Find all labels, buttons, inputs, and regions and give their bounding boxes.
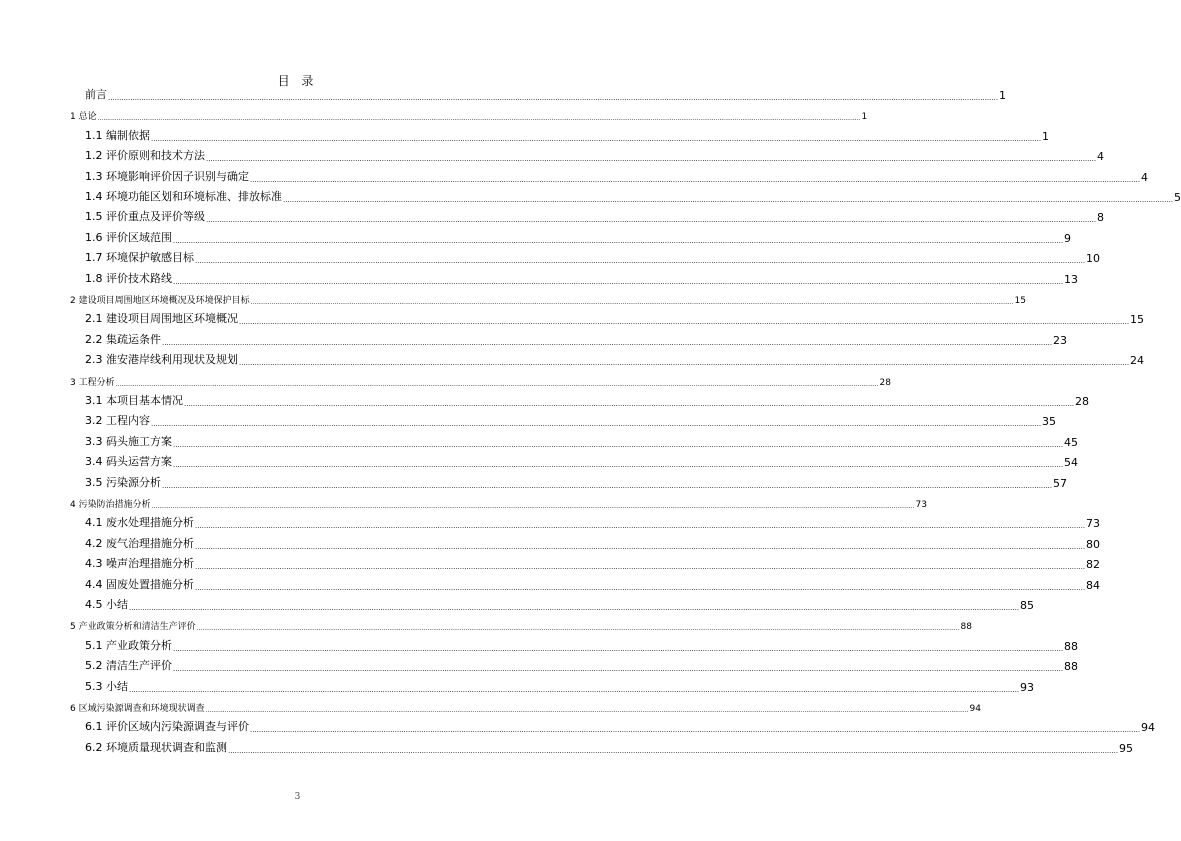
toc-entry[interactable] xyxy=(85,474,1068,490)
toc-leader-dots: ................................................................................................................................................................................................................................................................................................................................................................................................................ xyxy=(151,420,1042,429)
toc-leader-dots: ................................................................................................................................................................................................................................................................................................................................................................................................................ xyxy=(173,665,1064,674)
toc-leader-dots: ................................................................................................................................................................................................................................................................................................................................................................................................................ xyxy=(206,155,1097,164)
toc-entry[interactable] xyxy=(70,106,868,123)
toc-entry-label: 1.8 评价技术路线 xyxy=(85,271,172,285)
toc-entry[interactable] xyxy=(85,249,1101,266)
toc-leader-dots: ................................................................................................................................................................................................................................................................................................................................................................................................................ xyxy=(228,746,1119,755)
toc-entry-page: 93 xyxy=(1020,680,1035,694)
toc-entry-page: 73 xyxy=(1086,517,1101,531)
toc-entry[interactable] xyxy=(85,351,1145,368)
toc-leader-dots: ................................................................................................................................................................................................................................................................................................................................................................................................................ xyxy=(250,175,1141,184)
toc-entry[interactable] xyxy=(85,310,1145,327)
toc-entry-page: 88 xyxy=(960,622,972,633)
toc-entry-label: 2.3 淮安港岸线利用现状及规划 xyxy=(85,353,238,367)
toc-entry-page: 82 xyxy=(1086,558,1101,572)
toc-entry-label: 前言 xyxy=(85,88,107,101)
toc-entry-label: 1.1 编制依据 xyxy=(85,128,150,142)
toc-leader-dots: ................................................................................................................................................................................................................................................................................................................................................................................................................ xyxy=(250,726,1141,735)
toc-entry-page: 80 xyxy=(1086,537,1101,551)
toc-entry[interactable] xyxy=(85,208,1105,225)
toc-entry-label: 3.5 污染源分析 xyxy=(85,475,161,489)
toc-entry-label: 5.2 清洁生产评价 xyxy=(85,659,172,673)
toc-leader-dots: ................................................................................................................................................................................................................................................................................................................................................................................................................ xyxy=(239,318,1130,327)
toc-entry-label: 4.2 废气治理措施分析 xyxy=(85,536,194,550)
toc-leader-dots: ................................................................................................................................................................................................................................................................................................................................................................................................................ xyxy=(173,277,1064,286)
toc-entry[interactable] xyxy=(70,698,981,714)
toc-entry-label: 5.1 产业政策分析 xyxy=(85,638,172,652)
toc-entry-page: 1 xyxy=(1042,129,1050,143)
toc-leader-dots: ................................................................................................................................................................................................................................................................................................................................................................................................................ xyxy=(129,604,1020,612)
toc-entry[interactable] xyxy=(85,168,1149,184)
toc-entry-page: 10 xyxy=(1086,252,1101,266)
toc-entry-page: 35 xyxy=(1042,415,1057,429)
toc-leader-dots: ................................................................................................................................................................................................................................................................................................................................................................................................................ xyxy=(239,359,1130,368)
toc-entry-label: 1.5 评价重点及评价等级 xyxy=(85,210,205,224)
toc-entry[interactable] xyxy=(85,514,1101,531)
toc-title: 目 录 xyxy=(277,74,318,88)
toc-entry[interactable] xyxy=(85,637,1079,653)
toc-entry-page: 24 xyxy=(1130,354,1145,368)
toc-entry-label: 6 区域污染源调查和环境现状调查 xyxy=(70,704,205,714)
toc-entry-page: 1 xyxy=(861,112,868,123)
toc-leader-dots: ................................................................................................................................................................................................................................................................................................................................................................................................................ xyxy=(206,216,1097,225)
toc-entry-page: 5 xyxy=(1174,191,1181,204)
toc-entry-page: 15 xyxy=(1130,313,1145,327)
toc-leader-dots: ................................................................................................................................................................................................................................................................................................................................................................................................................ xyxy=(129,685,1020,694)
toc-leader-dots: ................................................................................................................................................................................................................................................................................................................................................................................................................ xyxy=(250,299,1014,306)
toc-entry-page: 54 xyxy=(1064,456,1079,470)
toc-entry[interactable] xyxy=(70,290,1026,306)
toc-entry[interactable] xyxy=(85,535,1101,551)
toc-leader-dots: ................................................................................................................................................................................................................................................................................................................................................................................................................ xyxy=(173,461,1064,470)
toc-entry-label: 1.3 环境影响评价因子识别与确定 xyxy=(85,169,249,183)
toc-entry-page: 95 xyxy=(1119,741,1134,755)
page-number: 3 xyxy=(294,792,301,802)
toc-entry[interactable] xyxy=(85,270,1079,286)
toc-entry-page: 28 xyxy=(1075,395,1090,408)
toc-leader-dots: ................................................................................................................................................................................................................................................................................................................................................................................................................ xyxy=(97,115,861,123)
toc-entry[interactable] xyxy=(85,412,1057,429)
toc-entry-label: 3.4 码头运营方案 xyxy=(85,455,172,469)
toc-entry-label: 3.3 码头施工方案 xyxy=(85,434,172,448)
toc-entry[interactable] xyxy=(85,392,1090,408)
toc-entry-label: 2.2 集疏运条件 xyxy=(85,332,161,346)
toc-entry[interactable] xyxy=(85,678,1035,694)
toc-entry-page: 9 xyxy=(1064,231,1072,245)
toc-entry-label: 1.6 评价区域范围 xyxy=(85,230,172,244)
toc-entry-label: 1.4 环境功能区划和环境标准、排放标准 xyxy=(85,190,282,203)
toc-entry[interactable] xyxy=(85,555,1101,572)
toc-leader-dots: ................................................................................................................................................................................................................................................................................................................................................................................................................ xyxy=(195,583,1086,592)
toc-entry[interactable] xyxy=(85,433,1079,449)
toc-leader-dots: ................................................................................................................................................................................................................................................................................................................................................................................................................ xyxy=(162,481,1053,490)
toc-entry-page: 94 xyxy=(1141,721,1156,735)
toc-entry-page: 4 xyxy=(1141,170,1149,184)
toc-entry[interactable] xyxy=(85,229,1072,245)
toc-leader-dots: ................................................................................................................................................................................................................................................................................................................................................................................................................ xyxy=(151,134,1042,143)
toc-entry-page: 73 xyxy=(915,500,927,510)
toc-entry-label: 1 总论 xyxy=(70,112,97,123)
toc-leader-dots: ................................................................................................................................................................................................................................................................................................................................................................................................................ xyxy=(162,338,1053,347)
toc-entry-label: 6.2 环境质量现状调查和监测 xyxy=(85,740,227,754)
toc-entry-page: 85 xyxy=(1020,599,1035,612)
toc-leader-dots: ................................................................................................................................................................................................................................................................................................................................................................................................................ xyxy=(205,707,969,714)
toc-leader-dots: ................................................................................................................................................................................................................................................................................................................................................................................................................ xyxy=(195,257,1086,266)
toc-entry[interactable] xyxy=(85,739,1134,755)
toc-entry-label: 3.2 工程内容 xyxy=(85,414,150,428)
toc-leader-dots: ................................................................................................................................................................................................................................................................................................................................................................................................................ xyxy=(173,644,1064,653)
toc-leader-dots: ................................................................................................................................................................................................................................................................................................................................................................................................................ xyxy=(173,440,1064,449)
toc-entry-page: 28 xyxy=(879,377,891,388)
toc-entry-label: 2 建设项目周围地区环境概况及环境保护目标 xyxy=(70,296,250,306)
toc-entry-page: 8 xyxy=(1097,211,1105,225)
toc-leader-dots: ................................................................................................................................................................................................................................................................................................................................................................................................................ xyxy=(108,94,999,102)
toc-entry[interactable] xyxy=(85,331,1068,347)
toc-entry-label: 1.2 评价原则和技术方法 xyxy=(85,149,205,163)
toc-entry-label: 4.1 废水处理措施分析 xyxy=(85,516,194,530)
toc-leader-dots: ................................................................................................................................................................................................................................................................................................................................................................................................................ xyxy=(173,236,1064,245)
toc-entry-label: 4.3 噪声治理措施分析 xyxy=(85,557,194,571)
toc-entry[interactable] xyxy=(70,494,927,510)
toc-entry-label: 5.3 小结 xyxy=(85,679,128,693)
toc-entry-page: 4 xyxy=(1097,150,1105,164)
toc-entry-label: 1.7 环境保护敏感目标 xyxy=(85,251,194,265)
toc-entry-label: 3.1 本项目基本情况 xyxy=(85,394,183,407)
toc-entry-label: 5 产业政策分析和清洁生产评价 xyxy=(70,622,196,633)
toc-entry-page: 15 xyxy=(1014,296,1026,306)
toc-entry-page: 57 xyxy=(1053,476,1068,490)
toc-leader-dots: ................................................................................................................................................................................................................................................................................................................................................................................................................ xyxy=(283,196,1174,204)
toc-leader-dots: ................................................................................................................................................................................................................................................................................................................................................................................................................ xyxy=(195,563,1086,572)
toc-leader-dots: ................................................................................................................................................................................................................................................................................................................................................................................................................ xyxy=(196,625,960,633)
toc-entry[interactable] xyxy=(70,616,972,633)
toc-entry[interactable] xyxy=(85,147,1105,164)
toc-entry-label: 6.1 评价区域内污染源调查与评价 xyxy=(85,720,249,734)
toc-entry[interactable] xyxy=(85,576,1101,592)
toc-entry[interactable] xyxy=(70,372,891,388)
toc-entry[interactable] xyxy=(85,127,1050,143)
toc-leader-dots: ................................................................................................................................................................................................................................................................................................................................................................................................................ xyxy=(195,542,1086,551)
toc-entry[interactable] xyxy=(85,86,1007,102)
toc-entry-page: 45 xyxy=(1064,435,1079,449)
toc-entry-page: 84 xyxy=(1086,578,1101,592)
toc-entry-label: 2.1 建设项目周围地区环境概况 xyxy=(85,312,238,326)
toc-entry-label: 4.5 小结 xyxy=(85,598,128,611)
toc-entry[interactable] xyxy=(85,718,1156,735)
toc-entry[interactable] xyxy=(85,453,1079,470)
toc-entry-label: 3 工程分析 xyxy=(70,377,115,388)
toc-entry[interactable] xyxy=(85,657,1079,674)
toc-entry-page: 88 xyxy=(1064,639,1079,653)
toc-entry-page: 94 xyxy=(969,704,981,714)
toc-entry-page: 1 xyxy=(999,89,1007,102)
toc-entry-page: 23 xyxy=(1053,333,1068,347)
toc-leader-dots: ................................................................................................................................................................................................................................................................................................................................................................................................................ xyxy=(184,400,1075,408)
toc-entry-label: 4 污染防治措施分析 xyxy=(70,500,151,510)
toc-entry-label: 4.4 固废处置措施分析 xyxy=(85,577,194,591)
toc-entry[interactable] xyxy=(85,596,1035,612)
toc-leader-dots: ................................................................................................................................................................................................................................................................................................................................................................................................................ xyxy=(115,380,879,388)
toc-entry-page: 13 xyxy=(1064,272,1079,286)
toc-leader-dots: ................................................................................................................................................................................................................................................................................................................................................................................................................ xyxy=(195,522,1086,531)
toc-leader-dots: ................................................................................................................................................................................................................................................................................................................................................................................................................ xyxy=(151,503,915,510)
toc-entry-page: 88 xyxy=(1064,660,1079,674)
toc-entry[interactable] xyxy=(85,188,1181,204)
